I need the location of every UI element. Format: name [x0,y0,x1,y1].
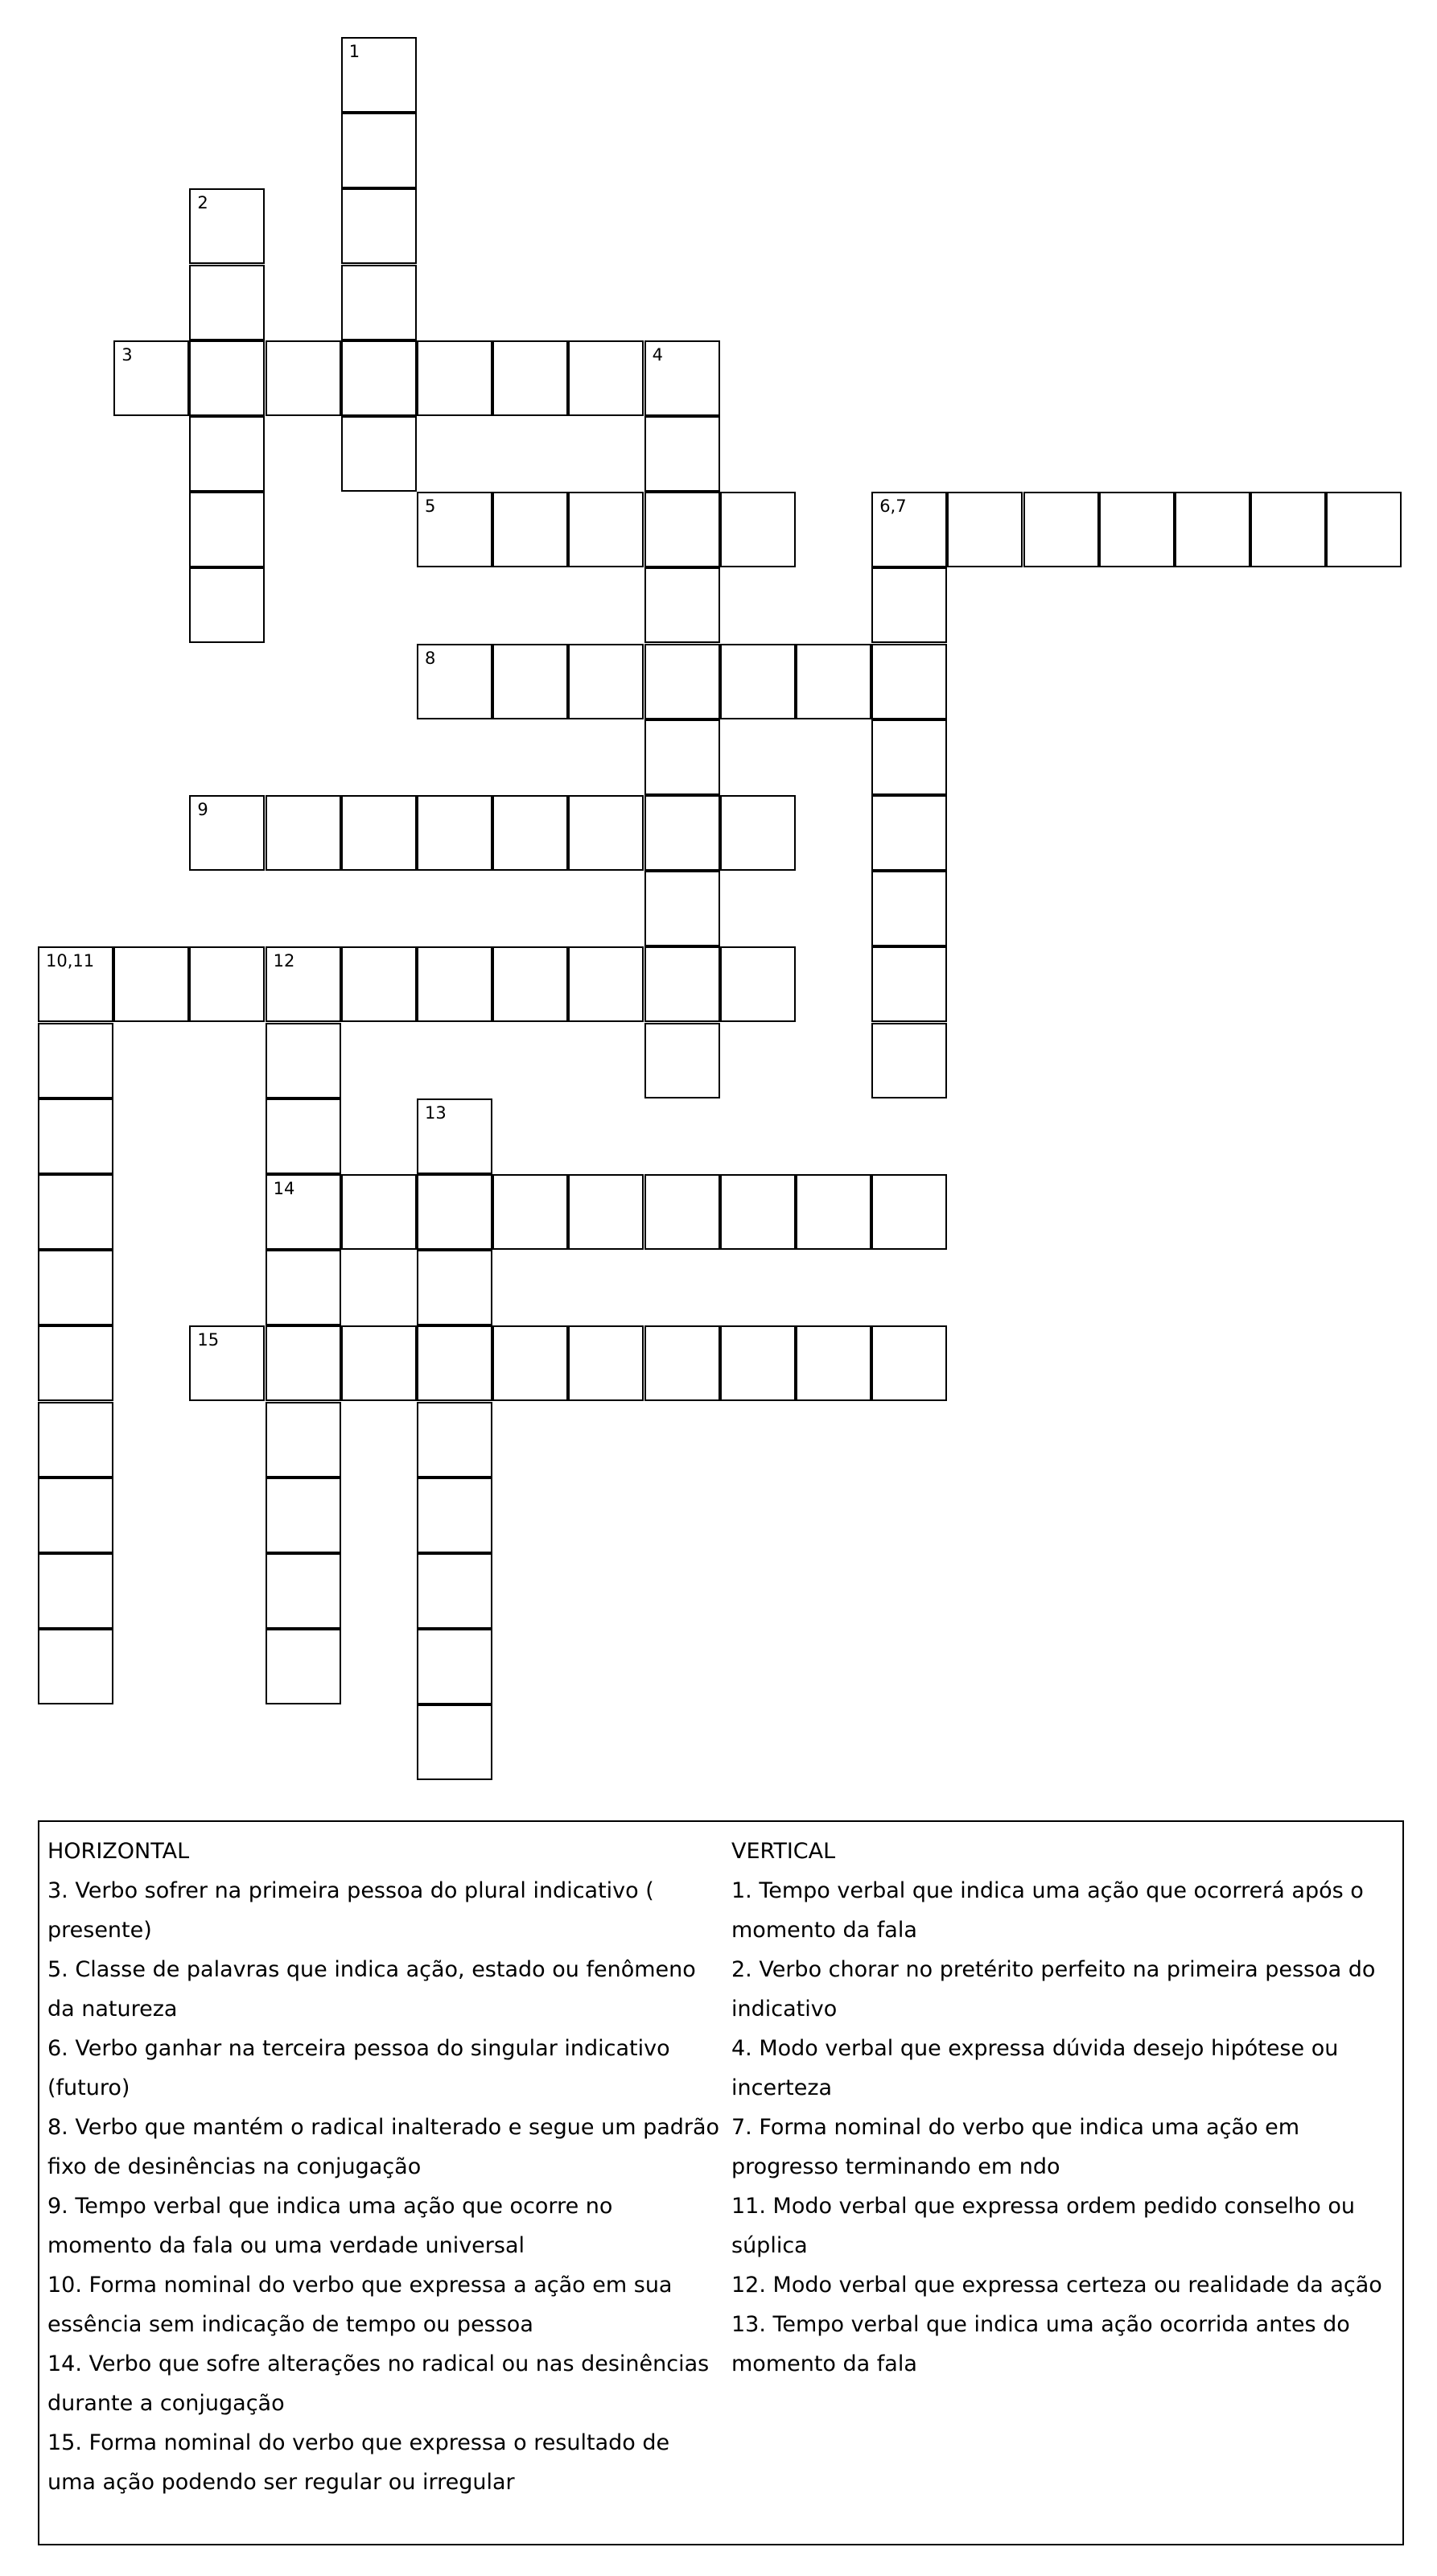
grid-cell[interactable] [266,1629,341,1704]
grid-cell[interactable] [417,946,492,1022]
grid-cell[interactable] [38,1174,113,1250]
clue-vertical-7: 7. Forma nominal do verbo que indica uma ação em progresso terminando em ndo [731,2115,1299,2179]
grid-cell[interactable] [1326,492,1402,567]
vertical-clues [731,1832,1399,2384]
grid-cell[interactable] [871,492,947,567]
grid-cell[interactable] [644,871,720,946]
grid-cell[interactable] [189,340,265,416]
grid-cell[interactable] [417,492,492,567]
grid-cell[interactable] [871,946,947,1022]
grid-cell[interactable] [189,795,265,871]
grid-cell[interactable] [341,1325,417,1401]
grid-cell[interactable] [871,1325,947,1401]
clue-number: 12 [273,951,295,971]
grid-cell[interactable] [266,340,341,416]
clue-horizontal-3: 3. Verbo sofrer na primeira pessoa do plural indicativo ( presente) [47,1878,654,1943]
grid-cell[interactable] [644,1325,720,1401]
grid-cell[interactable] [871,1174,947,1250]
grid-cell[interactable] [644,719,720,795]
grid-cell[interactable] [417,1478,492,1553]
grid-cell[interactable] [341,265,417,340]
grid-cell[interactable] [341,795,417,871]
grid-cell[interactable] [266,795,341,871]
grid-cell[interactable] [266,1553,341,1629]
grid-cell[interactable] [189,1325,265,1401]
grid-cell[interactable] [871,567,947,643]
grid-cell[interactable] [1250,492,1326,567]
clue-vertical-13: 13. Tempo verbal que indica uma ação ocorrida antes do momento da fala [731,2312,1350,2376]
grid-cell[interactable] [720,795,796,871]
clue-horizontal-6: 6. Verbo ganhar na terceira pessoa do singular indicativo (futuro) [47,2036,670,2100]
grid-cell[interactable] [644,795,720,871]
grid-cell[interactable] [492,492,568,567]
grid-cell[interactable] [417,1553,492,1629]
grid-cell[interactable] [38,1023,113,1098]
grid-cell[interactable] [1023,492,1099,567]
grid-cell[interactable] [417,644,492,719]
clue-number: 3 [121,344,133,365]
clue-number: 13 [425,1103,447,1123]
grid-cell[interactable] [266,1402,341,1478]
horizontal-heading: HORIZONTAL [47,1839,190,1864]
grid-cell[interactable] [266,1174,341,1250]
grid-cell[interactable] [568,644,644,719]
clue-horizontal-15: 15. Forma nominal do verbo que expressa o resultado de uma ação podendo ser regular ou irregular [47,2430,670,2495]
grid-cell[interactable] [341,37,417,113]
grid-cell[interactable] [266,1478,341,1553]
grid-cell[interactable] [568,492,644,567]
grid-cell[interactable] [720,946,796,1022]
clue-number: 14 [273,1179,295,1198]
grid-cell[interactable] [113,946,189,1022]
grid-cell[interactable] [38,1478,113,1553]
clue-number: 9 [197,800,208,819]
grid-cell[interactable] [417,795,492,871]
clue-vertical-4: 4. Modo verbal que expressa dúvida desejo hipótese ou incerteza [731,2036,1339,2100]
grid-cell[interactable] [341,946,417,1022]
grid-cell[interactable] [266,946,341,1022]
grid-cell[interactable] [38,1250,113,1325]
clues-box [38,1820,1404,2545]
grid-cell[interactable] [871,719,947,795]
grid-cell[interactable] [568,795,644,871]
grid-cell[interactable] [189,492,265,567]
clue-number: 6,7 [879,497,907,517]
grid-cell[interactable] [266,1325,341,1401]
grid-cell[interactable] [568,340,644,416]
clue-number: 2 [197,193,208,213]
grid-cell[interactable] [644,567,720,643]
grid-cell[interactable] [38,1402,113,1478]
grid-cell[interactable] [189,265,265,340]
grid-cell[interactable] [266,1023,341,1098]
clue-number: 1 [348,42,360,61]
grid-cell[interactable] [644,492,720,567]
grid-cell[interactable] [1099,492,1175,567]
grid-cell[interactable] [796,1174,871,1250]
grid-cell[interactable] [644,1174,720,1250]
grid-cell[interactable] [871,1023,947,1098]
clue-number: 4 [652,344,663,365]
grid-cell[interactable] [341,340,417,416]
clue-number: 15 [197,1330,220,1350]
clue-vertical-11: 11. Modo verbal que expressa ordem pedido conselho ou súplica [731,2194,1356,2258]
grid-cell[interactable] [492,340,568,416]
grid-cell[interactable] [189,567,265,643]
grid-cell[interactable] [644,340,720,416]
grid-cell[interactable] [492,795,568,871]
grid-cell[interactable] [1175,492,1250,567]
grid-cell[interactable] [720,492,796,567]
grid-cell[interactable] [644,946,720,1022]
grid-cell[interactable] [644,1023,720,1098]
grid-cell[interactable] [417,1174,492,1250]
grid-cell[interactable] [417,1098,492,1174]
grid-cell[interactable] [417,1325,492,1401]
clue-number: 5 [425,497,436,517]
grid-cell[interactable] [417,1250,492,1325]
horizontal-clues [47,1832,723,2502]
grid-cell[interactable] [492,1325,568,1401]
grid-cell[interactable] [720,1174,796,1250]
grid-cell[interactable] [796,644,871,719]
grid-cell[interactable] [796,1325,871,1401]
grid-cell[interactable] [947,492,1023,567]
grid-cell[interactable] [38,1325,113,1401]
grid-cell[interactable] [417,1704,492,1780]
grid-cell[interactable] [189,416,265,492]
grid-cell[interactable] [644,416,720,492]
clue-horizontal-10: 10. Forma nominal do verbo que expressa a ação em sua essência sem indicação de tempo ou pessoa [47,2273,673,2337]
grid-cell[interactable] [568,1325,644,1401]
clue-horizontal-8: 8. Verbo que mantém o radical inalterado e segue um padrão fixo de desinências na conjugação [47,2115,720,2179]
grid-cell[interactable] [568,1174,644,1250]
clue-horizontal-5: 5. Classe de palavras que indica ação, estado ou fenômeno da natureza [47,1957,696,2022]
grid-cell[interactable] [341,1174,417,1250]
grid-cell[interactable] [113,340,189,416]
grid-cell[interactable] [871,795,947,871]
grid-cell[interactable] [720,1325,796,1401]
grid-cell[interactable] [720,644,796,719]
clue-vertical-12: 12. Modo verbal que expressa certeza ou realidade da ação [731,2273,1382,2298]
grid-cell[interactable] [341,416,417,492]
clue-vertical-1: 1. Tempo verbal que indica uma ação que ocorrerá após o momento da fala [731,1878,1364,1943]
grid-cell[interactable] [417,1402,492,1478]
grid-cell[interactable] [266,1098,341,1174]
grid-cell[interactable] [341,188,417,264]
grid-cell[interactable] [38,1098,113,1174]
clue-vertical-2: 2. Verbo chorar no pretérito perfeito na primeira pessoa do indicativo [731,1957,1376,2022]
clue-horizontal-14: 14. Verbo que sofre alterações no radical ou nas desinências durante a conjugação [47,2351,710,2416]
grid-cell[interactable] [871,644,947,719]
grid-cell[interactable] [38,1553,113,1629]
grid-cell[interactable] [417,340,492,416]
grid-cell[interactable] [568,946,644,1022]
clue-number: 10,11 [46,951,95,971]
grid-cell[interactable] [871,871,947,946]
grid-cell[interactable] [492,644,568,719]
grid-cell[interactable] [266,1250,341,1325]
grid-cell[interactable] [644,644,720,719]
grid-cell[interactable] [492,946,568,1022]
grid-cell[interactable] [341,113,417,188]
grid-cell[interactable] [38,1629,113,1704]
grid-cell[interactable] [417,1629,492,1704]
vertical-heading: VERTICAL [731,1839,836,1864]
clue-number: 8 [425,648,436,668]
grid-cell[interactable] [492,1174,568,1250]
grid-cell[interactable] [38,946,113,1022]
clue-horizontal-9: 9. Tempo verbal que indica uma ação que ocorre no momento da fala ou uma verdade universal [47,2194,613,2258]
grid-cell[interactable] [189,946,265,1022]
grid-cell[interactable] [189,188,265,264]
